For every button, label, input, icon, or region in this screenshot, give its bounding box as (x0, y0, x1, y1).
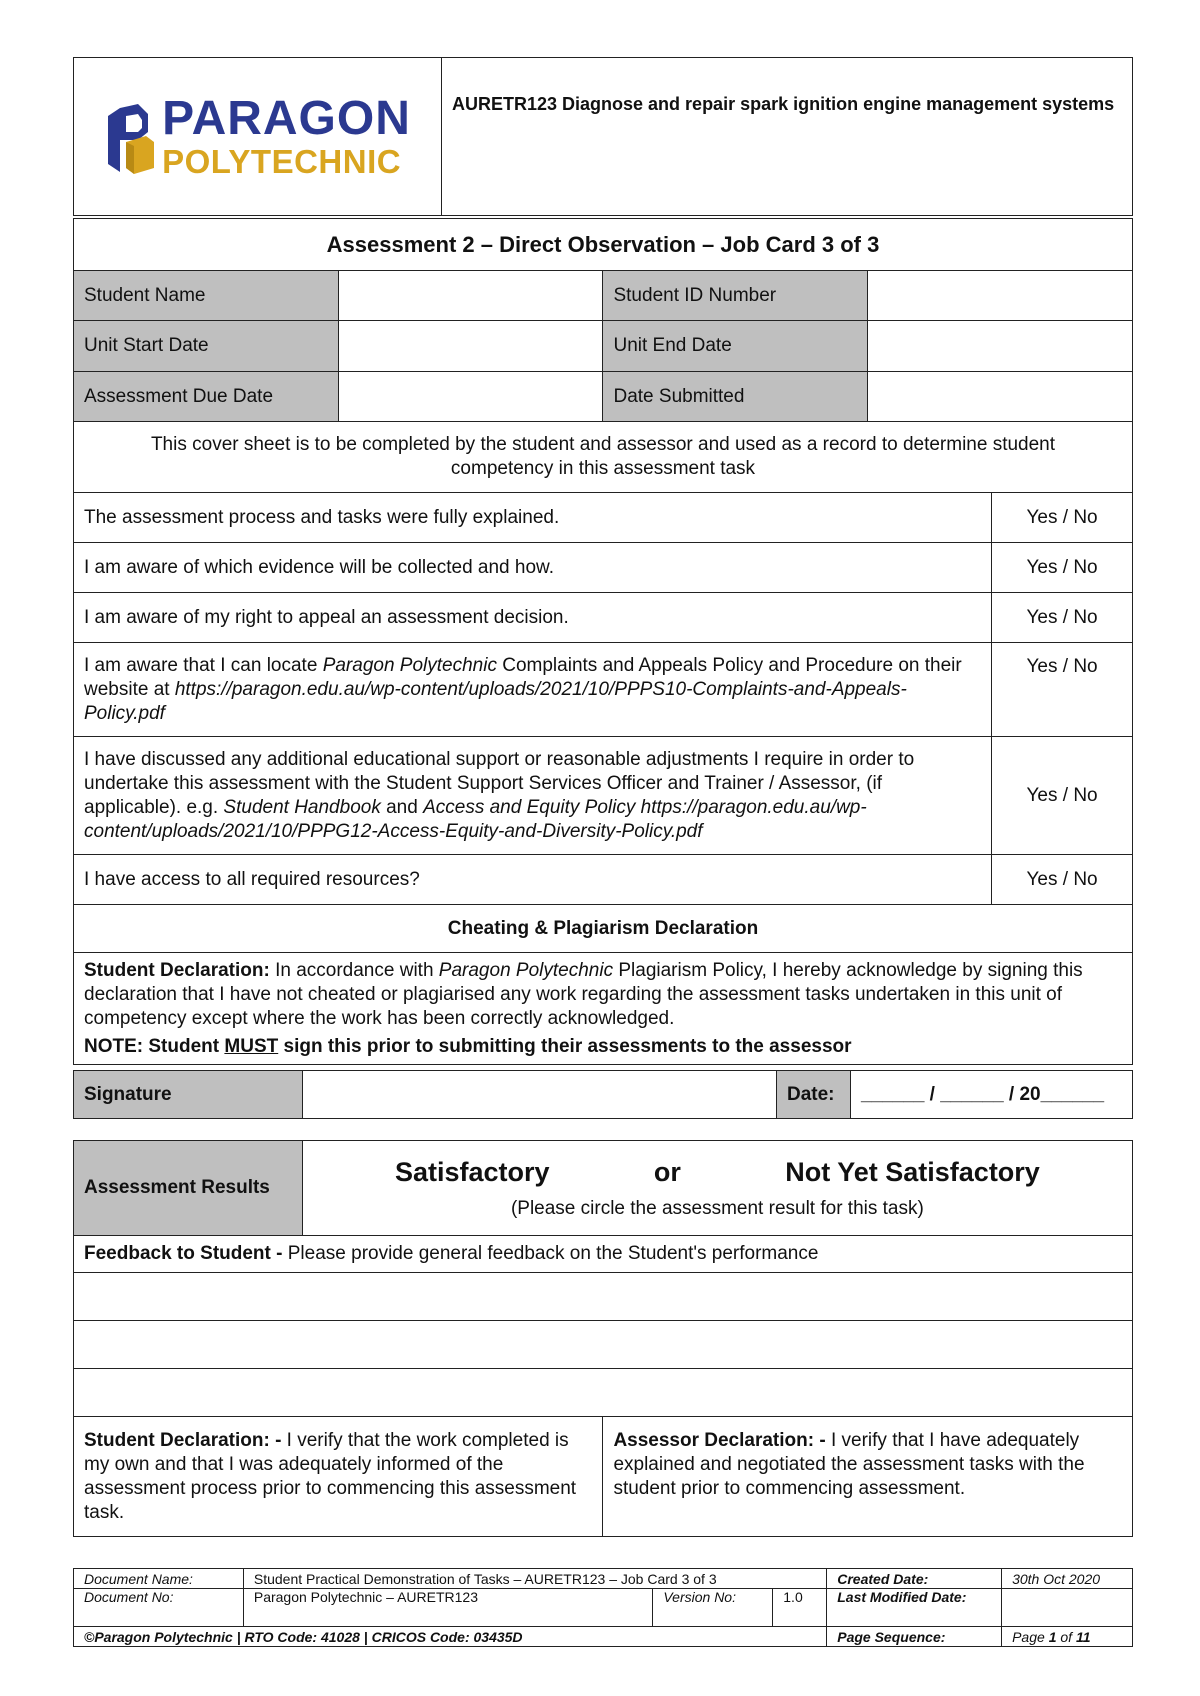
rto-code: ©Paragon Polytechnic | RTO Code: 41028 | CRICOS Code: 03435D (74, 1627, 827, 1647)
unit-end-field[interactable] (868, 321, 1133, 372)
note-must: MUST (224, 1035, 279, 1057)
version-value: 1.0 (773, 1589, 827, 1627)
doc-name-value: Student Practical Demonstration of Tasks – AURETR123 – Job Card 3 of 3 (243, 1569, 826, 1589)
doc-name-label: Document Name: (74, 1569, 244, 1589)
signature-label: Signature (74, 1071, 303, 1119)
feedback-label: Feedback to Student - (84, 1243, 283, 1264)
feedback-line-3[interactable] (74, 1369, 1133, 1417)
check-complaints-org: Paragon Polytechnic (322, 654, 497, 676)
student-name-label: Student Name (74, 271, 339, 321)
access-equity-policy-link[interactable]: Access and Equity Policy https://paragon.edu.au/wp-content/uploads/2021/10/PPPG12-Access-Equity-and-Diversity-Policy.pdf (84, 796, 867, 842)
or-text: or (653, 1156, 681, 1187)
plagiarism-decl-text-a: In accordance with (269, 959, 439, 981)
date-submitted-label: Date Submitted (603, 372, 868, 422)
circle-note: (Please circle the assessment result for this task) (510, 1197, 924, 1219)
doc-no-label: Document No: (74, 1589, 244, 1627)
feedback-line-1[interactable] (74, 1273, 1133, 1321)
created-date-label: Created Date: (827, 1569, 1002, 1589)
version-label: Version No: (653, 1589, 773, 1627)
last-modified-value (1002, 1589, 1133, 1627)
results-options (302, 1141, 1132, 1236)
page-total: 11 (1075, 1628, 1091, 1645)
page-sequence-label: Page Sequence: (827, 1627, 1002, 1647)
yes-no-support[interactable]: Yes / No (992, 737, 1133, 855)
plagiarism-decl-org: Paragon Polytechnic (438, 959, 614, 981)
assessor-decl-label: Assessor Declaration: - (613, 1430, 826, 1451)
logo-mark-icon (104, 98, 156, 176)
satisfactory-option[interactable]: Satisfactory (394, 1156, 550, 1187)
page-number: 1 (1048, 1628, 1057, 1645)
complaints-policy-link[interactable]: https://paragon.edu.au/wp-content/uploads/2021/10/PPPS10-Complaints-and-Appeals-Policy.pdf (84, 678, 907, 724)
student-decl-text: I verify that the work completed is my own and that I was adequately informed of the assessment process prior to commencing this assessment task. (84, 1430, 577, 1523)
plagiarism-heading: Cheating & Plagiarism Declaration (74, 905, 1133, 953)
plagiarism-note (84, 1035, 1122, 1059)
plagiarism-declaration (74, 953, 1133, 1065)
results-table (73, 1140, 1133, 1537)
feedback-line-2[interactable] (74, 1321, 1133, 1369)
feedback-header (74, 1236, 1133, 1273)
note-text-c: sign this prior to submitting their assessments to the assessor (278, 1035, 852, 1057)
not-yet-satisfactory-option[interactable]: Not Yet Satisfactory (785, 1156, 1040, 1187)
student-id-field[interactable] (868, 271, 1133, 321)
yes-no-complaints[interactable]: Yes / No (992, 643, 1133, 737)
student-decl-label: Student Declaration: - (84, 1430, 282, 1451)
logo-text-paragon: PARAGON (162, 91, 411, 145)
check-complaints-policy (74, 643, 992, 737)
due-date-field[interactable] (338, 372, 603, 422)
plagiarism-decl-text-c: Plagiarism Policy, I hereby acknowledge by signing this declaration that I have not cheated or plagiarised any work regarding the assessment tasks undertaken in this unit of competency except where the work has been correctly acknowledged. (84, 959, 1083, 1029)
assessor-declaration (603, 1417, 1133, 1537)
check-resources: I have access to all required resources? (74, 855, 992, 905)
student-handbook-ref: Student Handbook (223, 796, 381, 818)
date-field[interactable]: ______ / ______ / 20______ (851, 1071, 1133, 1119)
date-submitted-field[interactable] (868, 372, 1133, 422)
check-appeal: I am aware of my right to appeal an assessment decision. (74, 593, 992, 643)
page-sequence-value (1002, 1627, 1133, 1647)
check-support-text-c: and (380, 796, 424, 818)
page-word: Page (1012, 1628, 1049, 1645)
check-complaints-text-a: I am aware that I can locate (84, 654, 323, 676)
doc-no-value: Paragon Polytechnic – AURETR123 (243, 1589, 653, 1627)
unit-start-label: Unit Start Date (74, 321, 339, 372)
check-support-text-a: I have discussed any additional educational support or reasonable adjustments I require in order to undertake this assessment with the Student Support Services Officer and Trainer / Assessor, (if applicable). e.g. (84, 748, 915, 818)
created-date-value: 30th Oct 2020 (1002, 1569, 1133, 1589)
paragon-logo (74, 58, 441, 215)
date-label: Date: (777, 1071, 851, 1119)
unit-title: AURETR123 Diagnose and repair spark ignition engine management systems (442, 58, 1133, 216)
check-support (74, 737, 992, 855)
assessment-title: Assessment 2 – Direct Observation – Job Card 3 of 3 (74, 219, 1133, 271)
feedback-text: Please provide general feedback on the Student's performance (282, 1243, 819, 1264)
signature-table (73, 1070, 1133, 1119)
footer-table (73, 1568, 1133, 1647)
check-evidence: I am aware of which evidence will be collected and how. (74, 543, 992, 593)
plagiarism-decl-label: Student Declaration: (84, 959, 270, 981)
assessor-decl-text: I verify that I have adequately explained and negotiated the assessment tasks with the student prior to commencing assessment. (613, 1430, 1085, 1499)
unit-end-label: Unit End Date (603, 321, 868, 372)
check-complaints-text-c: Complaints and Appeals Policy and Procedure on their website at (84, 654, 962, 700)
student-id-label: Student ID Number (603, 271, 868, 321)
due-date-label: Assessment Due Date (74, 372, 339, 422)
unit-start-field[interactable] (338, 321, 603, 372)
cover-sheet-table (73, 218, 1133, 1065)
student-name-field[interactable] (338, 271, 603, 321)
yes-no-explained[interactable]: Yes / No (992, 493, 1133, 543)
cover-note: This cover sheet is to be completed by the student and assessor and used as a record to determine student competency in this assessment task (74, 422, 1133, 493)
yes-no-resources[interactable]: Yes / No (992, 855, 1133, 905)
yes-no-appeal[interactable]: Yes / No (992, 593, 1133, 643)
logo-cell (74, 58, 442, 216)
student-declaration (74, 1417, 603, 1537)
assessment-results-label: Assessment Results (74, 1141, 303, 1236)
signature-field[interactable] (303, 1071, 777, 1119)
header-table (73, 57, 1133, 216)
last-modified-label: Last Modified Date: (827, 1589, 1002, 1627)
logo-text-polytechnic: POLYTECHNIC (162, 142, 402, 180)
page-of: of (1056, 1628, 1076, 1645)
note-text-a: NOTE: Student (84, 1035, 225, 1057)
check-explained: The assessment process and tasks were fully explained. (74, 493, 992, 543)
yes-no-evidence[interactable]: Yes / No (992, 543, 1133, 593)
